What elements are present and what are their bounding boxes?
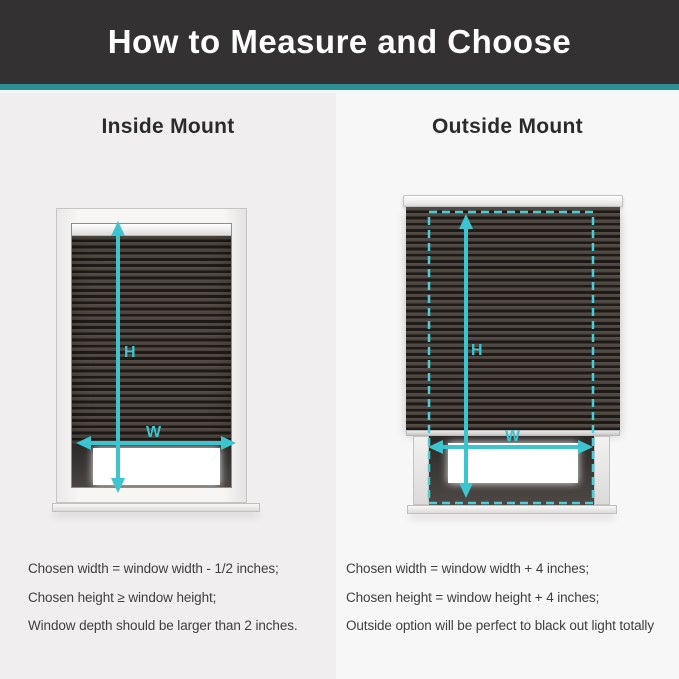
- outside-mount-panel: [336, 93, 679, 679]
- content: [0, 93, 679, 679]
- outside-window-light: [448, 443, 578, 483]
- outside-note-blackout: Outside option will be perfect to black out light totally: [346, 618, 654, 633]
- inside-blind-headrail: [72, 224, 231, 236]
- inside-window-frame: [56, 208, 247, 503]
- page-title: How to Measure and Choose: [107, 23, 572, 60]
- inside-mount-notes: [28, 555, 298, 641]
- outside-mount-notes: [346, 555, 654, 641]
- outside-blind-shade: [406, 207, 620, 430]
- outside-window-opening: [429, 436, 594, 505]
- outside-height-label: H: [471, 342, 483, 359]
- outside-note-height: Chosen height = window height + 4 inches;: [346, 589, 600, 605]
- inside-blind-shade: [72, 236, 231, 444]
- inside-mount-title: Inside Mount: [101, 115, 235, 138]
- inside-width-label: W: [146, 424, 162, 441]
- inside-window-sill: [52, 503, 260, 512]
- inside-note-height: Chosen height ≥ window height;: [28, 589, 217, 605]
- inside-note-depth: Window depth should be larger than 2 inches.: [28, 618, 298, 633]
- outside-window-sill: [407, 505, 617, 514]
- header: [0, 0, 679, 84]
- inside-window-recess: [71, 223, 232, 488]
- outside-window-frame-right: [594, 436, 610, 505]
- inside-height-label: H: [124, 344, 136, 361]
- outside-window-frame-left: [413, 436, 429, 505]
- inside-note-width: Chosen width = window width - 1/2 inches;: [28, 561, 279, 576]
- outside-width-label: W: [505, 428, 521, 445]
- inside-window-light: [93, 448, 220, 485]
- outside-blind-headrail: [403, 195, 623, 207]
- inside-mount-panel: [0, 93, 336, 679]
- outside-note-width: Chosen width = window width + 4 inches;: [346, 561, 589, 576]
- outside-mount-title: Outside Mount: [432, 115, 583, 138]
- inside-window-opening: [72, 444, 231, 487]
